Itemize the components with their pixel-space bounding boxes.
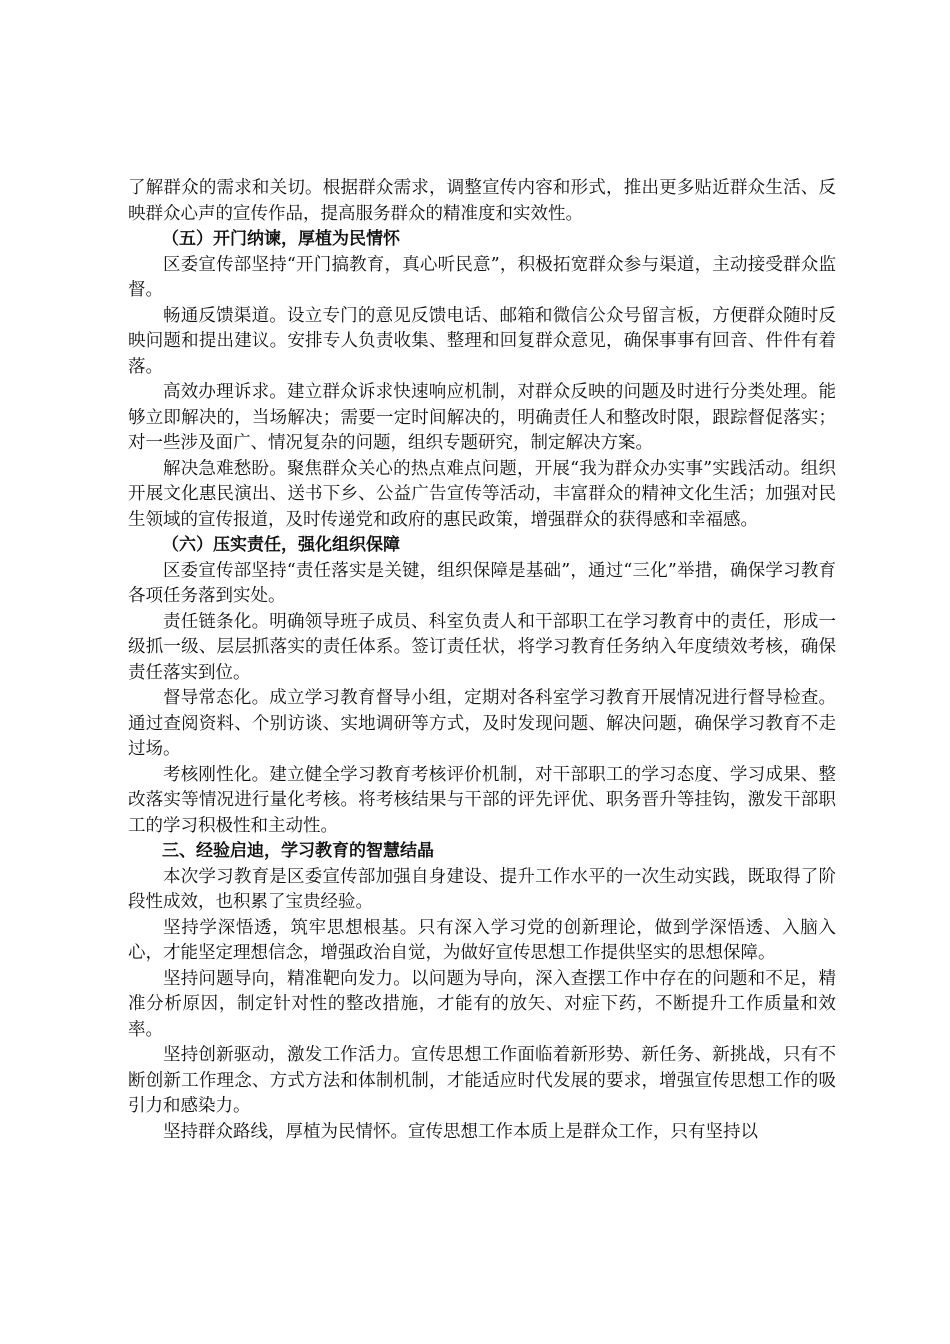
paragraph: 坚持学深悟透，筑牢思想根基。只有深入学习党的创新理论，做到学深悟透、入脑入心，才能坚定理想信念，增强政治自觉，为做好宣传思想工作提供坚实的思想保障。 [128,917,836,963]
paragraph-continued: 了解群众的需求和关切。根据群众需求，调整宣传内容和形式，推出更多贴近群众生活、反映群众心声的宣传作品，提高服务群众的精准度和实效性。 [128,178,836,224]
paragraph-truncated: 坚持群众路线，厚植为民情怀。宣传思想工作本质上是群众工作，只有坚持以 [163,1121,758,1142]
paragraph: 区委宣传部坚持“开门搞教育，真心听民意”，积极拓宽群众参与渠道，主动接受群众监督。 [128,254,836,300]
section-heading-5: （五）开门纳谏，厚植为民情怀 [162,229,400,249]
paragraph: 坚持创新驱动，激发工作活力。宣传思想工作面临着新形势、新任务、新挑战，只有不断创新工作理念、方式方法和体制机制，才能适应时代发展的要求，增强宣传思想工作的吸引力和感染力。 [128,1045,836,1116]
paragraph: 责任链条化。明确领导班子成员、科室负责人和干部职工在学习教育中的责任，形成一级抓一级、层层抓落实的责任体系。签订责任状，将学习教育任务纳入年度绩效考核，确保责任落实到位。 [128,611,836,683]
paragraph: 督导常态化。成立学习教育督导小组，定期对各科室学习教育开展情况进行督导检查。通过查阅资料、个别访谈、实地调研等方式，及时发现问题、解决问题，确保学习教育不走过场。 [128,688,836,759]
section-heading-6: （六）压实责任，强化组织保障 [162,535,400,555]
paragraph: 考核刚性化。建立健全学习教育考核评价机制，对干部职工的学习态度、学习成果、整改落实等情况进行量化考核。将考核结果与干部的评先评优、职务晋升等挂钩，激发干部职工的学习积极性和主动性。 [128,764,836,836]
paragraph: 解决急难愁盼。聚焦群众关心的热点难点问题，开展“我为群众办实事”实践活动。组织开展文化惠民演出、送书下乡、公益广告宣传等活动，丰富群众的精神文化生活；加强对民生领域的宣传报道，及时传递党和政府的惠民政策，增强群众的获得感和幸福感。 [128,458,836,530]
paragraph: 畅通反馈渠道。设立专门的意见反馈电话、邮箱和微信公众号留言板，方便群众随时反映问题和提出建议。安排专人负责收集、整理和回复群众意见，确保事事有回音、件件有着落。 [128,305,836,377]
paragraph: 坚持问题导向，精准靶向发力。以问题为导向，深入查摆工作中存在的问题和不足，精准分析原因，制定针对性的整改措施，才能有的放矢、对症下药，不断提升工作质量和效率。 [128,968,836,1040]
paragraph: 高效办理诉求。建立群众诉求快速响应机制，对群众反映的问题及时进行分类处理。能够立即解决的，当场解决；需要一定时间解决的，明确责任人和整改时限，跟踪督促落实；对一些涉及面广、情况复杂的问题，组织专题研究，制定解决方案。 [128,382,836,453]
paragraph: 本次学习教育是区委宣传部加强自身建设、提升工作水平的一次生动实践，既取得了阶段性成效，也积累了宝贵经验。 [128,866,836,912]
chapter-heading-3: 三、经验启迪，学习教育的智慧结晶 [162,841,434,861]
document-page [128,176,836,1145]
paragraph: 区委宣传部坚持“责任落实是关键，组织保障是基础”，通过“三化”举措，确保学习教育各项任务落到实处。 [128,560,836,606]
